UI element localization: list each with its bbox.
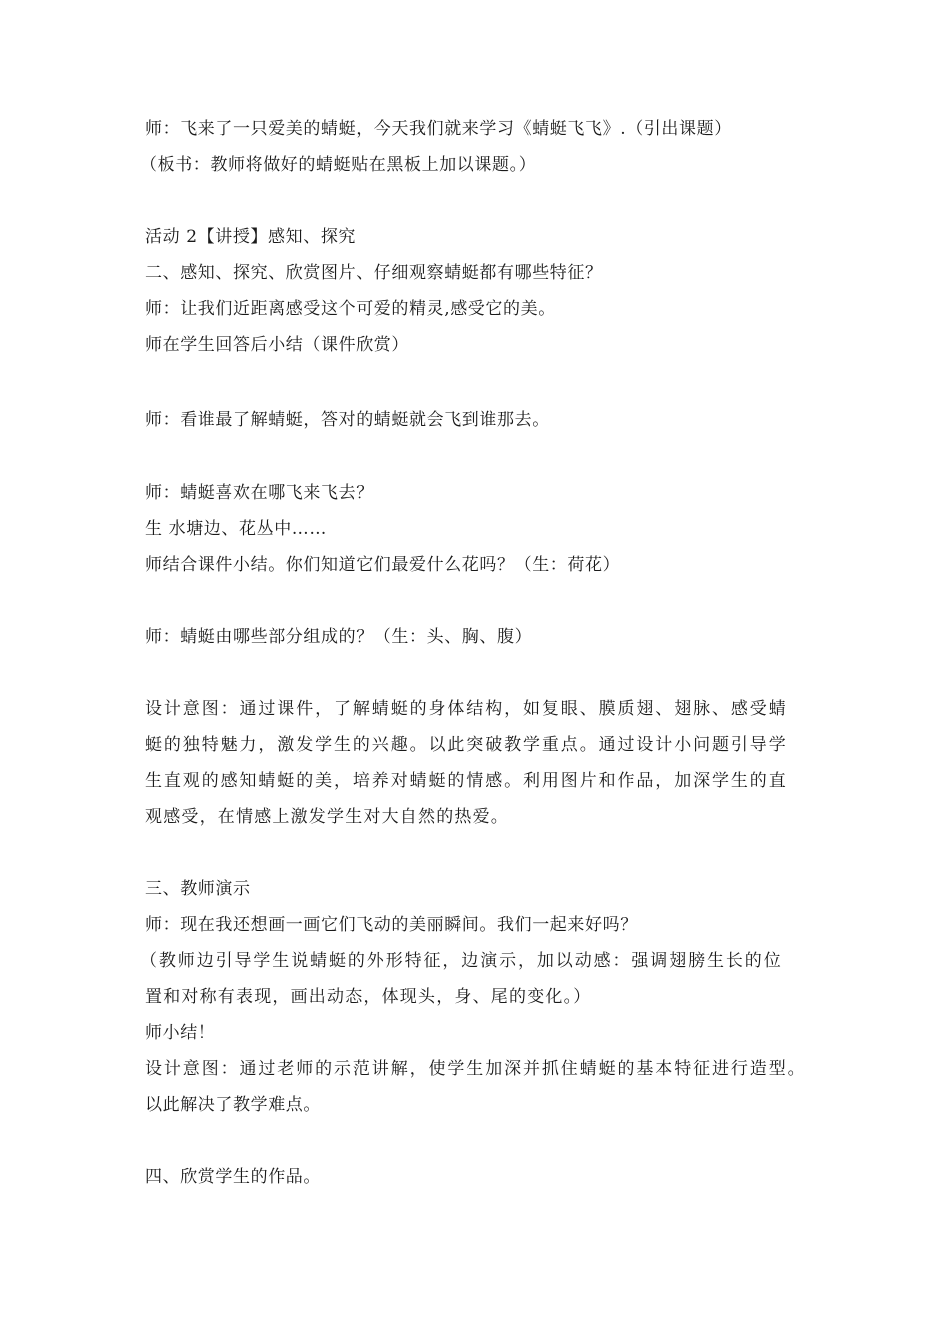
text-line: 生 水塘边、花丛中…… — [145, 519, 328, 539]
text-line: 师：现在我还想画一画它们飞动的美丽瞬间。我们一起来好吗？ — [145, 915, 638, 935]
design-intent-line: 设计意图：通过课件，了解蜻蜓的身体结构，如复眼、膜质翅、翅脉、感受蜻 — [145, 699, 788, 719]
text-line: 师小结！ — [145, 1023, 216, 1043]
text-line: 师在学生回答后小结（课件欣赏） — [145, 335, 409, 355]
section-heading: 四、欣赏学生的作品。 — [145, 1167, 321, 1187]
design-intent-line: 蜓的独特魅力，激发学生的兴趣。以此突破教学重点。通过设计小问题引导学 — [145, 735, 788, 755]
text-line: 师：让我们近距离感受这个可爱的精灵,感受它的美。 — [145, 299, 556, 319]
text-line: 置和对称有表现，画出动态，体现头，身、尾的变化。） — [145, 987, 592, 1007]
text-line: 师：看谁最了解蜻蜓，答对的蜻蜓就会飞到谁那去。 — [145, 410, 550, 430]
text-line: 师：蜻蜓由哪些部分组成的？（生：头、胸、腹） — [145, 627, 533, 647]
section-heading: 活动 2【讲授】感知、探究 — [145, 227, 357, 247]
design-intent-line: 设计意图：通过老师的示范讲解，使学生加深并抓住蜻蜓的基本特征进行造型。 — [145, 1059, 807, 1079]
text-line: （板书：教师将做好的蜻蜓贴在黑板上加以课题。） — [140, 155, 537, 175]
text-line: 师：蜻蜓喜欢在哪飞来飞去？ — [145, 483, 374, 503]
text-line: 师结合课件小结。你们知道它们最爱什么花吗？（生：荷花） — [145, 555, 621, 575]
text-line: 师：飞来了一只爱美的蜻蜓，今天我们就来学习《蜻蜓飞飞》.（引出课题） — [145, 119, 732, 139]
text-line: 二、感知、探究、欣赏图片、仔细观察蜻蜓都有哪些特征？ — [145, 263, 603, 283]
section-heading: 三、教师演示 — [145, 879, 251, 899]
text-line: （教师边引导学生说蜻蜓的外形特征，边演示，加以动感：强调翅膀生长的位 — [140, 951, 783, 971]
design-intent-line: 观感受，在情感上激发学生对大自然的热爱。 — [145, 807, 509, 827]
design-intent-line: 生直观的感知蜻蜓的美，培养对蜻蜓的情感。利用图片和作品，加深学生的直 — [145, 771, 788, 791]
design-intent-line: 以此解决了教学难点。 — [145, 1095, 321, 1115]
